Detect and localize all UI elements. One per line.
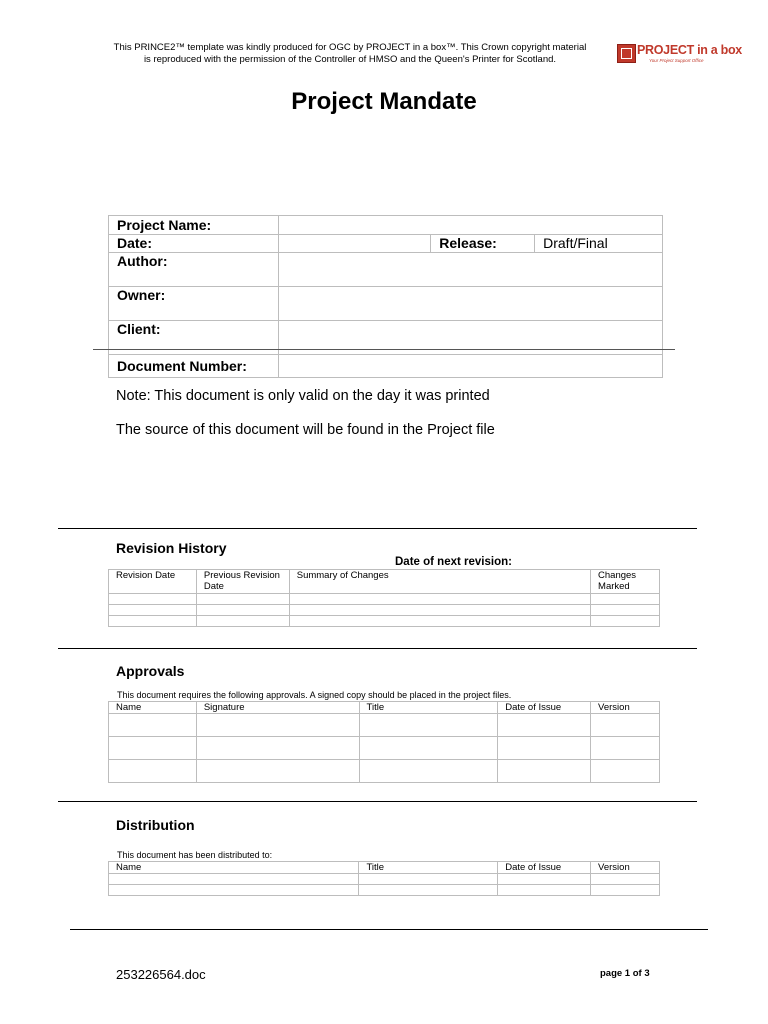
logo-text: PROJECT in a box xyxy=(637,43,742,57)
cell[interactable] xyxy=(591,594,660,605)
cell[interactable] xyxy=(359,737,498,760)
cell[interactable] xyxy=(498,885,591,896)
project-name-label: Project Name: xyxy=(109,216,279,235)
cell[interactable] xyxy=(591,714,660,737)
table-row xyxy=(109,885,660,896)
approvals-heading: Approvals xyxy=(116,663,185,679)
cell[interactable] xyxy=(109,714,197,737)
column-header: Revision Date xyxy=(109,570,197,594)
cell[interactable] xyxy=(109,874,359,885)
owner-label: Owner: xyxy=(109,287,279,321)
release-field[interactable]: Draft/Final xyxy=(535,235,663,253)
cell[interactable] xyxy=(196,605,289,616)
author-label: Author: xyxy=(109,253,279,287)
document-filename: 253226564.doc xyxy=(116,967,206,982)
cell[interactable] xyxy=(109,616,197,627)
document-number-field[interactable] xyxy=(278,355,662,378)
cell[interactable] xyxy=(359,760,498,783)
source-note: The source of this document will be found in the Project file xyxy=(116,422,495,438)
cell[interactable] xyxy=(591,885,660,896)
section-divider xyxy=(58,528,697,529)
table-row xyxy=(109,737,660,760)
section-divider xyxy=(58,648,697,649)
copyright-note xyxy=(90,42,610,66)
owner-field[interactable] xyxy=(278,287,662,321)
cell[interactable] xyxy=(109,885,359,896)
table-row xyxy=(109,874,660,885)
project-name-field[interactable] xyxy=(278,216,662,235)
approvals-intro: This document requires the following approvals. A signed copy should be placed in the project files. xyxy=(117,690,512,700)
cell[interactable] xyxy=(109,594,197,605)
cell[interactable] xyxy=(196,616,289,627)
cell[interactable] xyxy=(109,605,197,616)
date-label: Date: xyxy=(109,235,279,253)
column-header: Previous Revision Date xyxy=(196,570,289,594)
cell[interactable] xyxy=(289,616,590,627)
document-info-table xyxy=(108,215,663,378)
cell[interactable] xyxy=(591,874,660,885)
cell[interactable] xyxy=(591,616,660,627)
approvals-table xyxy=(108,701,660,783)
copyright-note-line2: is reproduced with the permission of the Controller of HMSO and the Queen's Printer for Scotland. xyxy=(143,54,557,65)
cell[interactable] xyxy=(498,874,591,885)
column-header: Version xyxy=(591,862,660,874)
distribution-intro: This document has been distributed to: xyxy=(117,850,273,860)
table-row xyxy=(109,594,660,605)
cell[interactable] xyxy=(196,714,359,737)
column-header: Changes Marked xyxy=(591,570,660,594)
cell[interactable] xyxy=(591,760,660,783)
footer-divider xyxy=(70,929,708,930)
project-in-a-box-logo xyxy=(617,43,742,67)
column-header: Signature xyxy=(196,702,359,714)
cell[interactable] xyxy=(498,737,591,760)
table-row xyxy=(109,760,660,783)
section-divider xyxy=(58,801,697,802)
table-row xyxy=(109,616,660,627)
date-field[interactable] xyxy=(278,235,431,253)
column-header: Date of Issue xyxy=(498,862,591,874)
cell[interactable] xyxy=(196,737,359,760)
cell[interactable] xyxy=(359,885,498,896)
cell[interactable] xyxy=(359,714,498,737)
column-header: Version xyxy=(591,702,660,714)
cell[interactable] xyxy=(289,594,590,605)
validity-note: Note: This document is only valid on the day it was printed xyxy=(116,388,490,404)
cell[interactable] xyxy=(498,760,591,783)
copyright-note-line1: This PRINCE2™ template was kindly produced for OGC by PROJECT in a box™. This Crown copyright material xyxy=(113,42,587,53)
cell[interactable] xyxy=(591,737,660,760)
page-number: page 1 of 3 xyxy=(600,968,650,979)
column-header: Title xyxy=(359,862,498,874)
cell[interactable] xyxy=(359,874,498,885)
cell[interactable] xyxy=(196,760,359,783)
divider xyxy=(93,349,675,350)
page-title: Project Mandate xyxy=(291,88,477,115)
cell[interactable] xyxy=(109,737,197,760)
author-field[interactable] xyxy=(278,253,662,287)
column-header: Name xyxy=(109,862,359,874)
box-icon xyxy=(617,44,636,63)
table-row xyxy=(109,714,660,737)
column-header: Name xyxy=(109,702,197,714)
table-row xyxy=(109,605,660,616)
distribution-table xyxy=(108,861,660,896)
cell[interactable] xyxy=(591,605,660,616)
cell[interactable] xyxy=(196,594,289,605)
document-number-label: Document Number: xyxy=(109,355,279,378)
next-revision-label: Date of next revision: xyxy=(395,556,512,568)
revision-history-heading: Revision History xyxy=(116,540,227,556)
column-header: Date of Issue xyxy=(498,702,591,714)
cell[interactable] xyxy=(109,760,197,783)
client-label: Client: xyxy=(109,321,279,355)
distribution-heading: Distribution xyxy=(116,817,195,833)
logo-tagline: Your Project Support Office xyxy=(649,58,704,63)
column-header: Title xyxy=(359,702,498,714)
cell[interactable] xyxy=(289,605,590,616)
cell[interactable] xyxy=(498,714,591,737)
release-label: Release: xyxy=(431,235,535,253)
column-header: Summary of Changes xyxy=(289,570,590,594)
revision-history-table xyxy=(108,569,660,627)
